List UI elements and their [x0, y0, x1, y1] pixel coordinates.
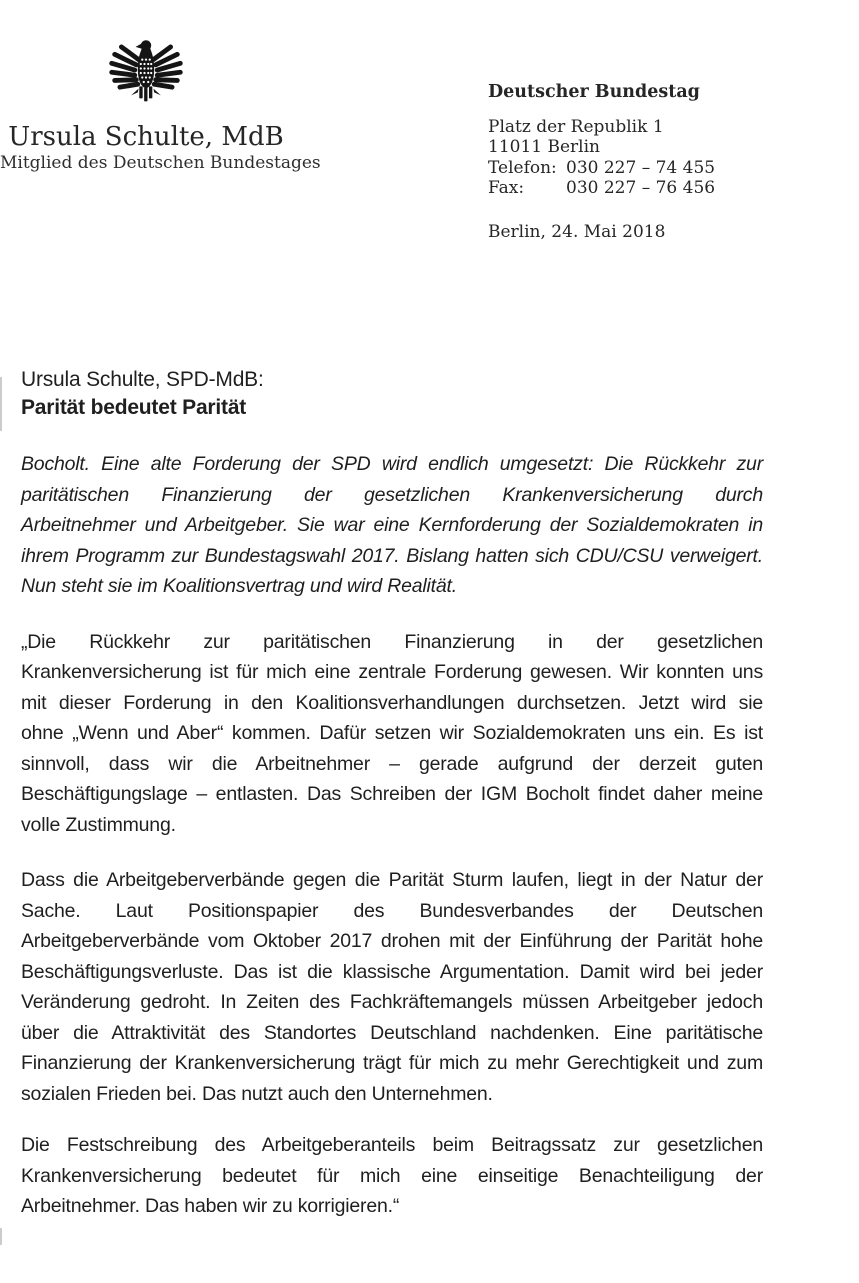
fax-label: Fax:: [488, 178, 525, 198]
sender-name: Ursula Schulte, MdB: [8, 122, 284, 152]
text-line: Krankenversicherung ist für mich eine zentrale Forderung gewesen. Wir konnten uns: [21, 661, 763, 683]
text-line: Krankenversicherung bedeutet für mich eine einseitige Benachteiligung der: [21, 1164, 763, 1187]
text-line: Arbeitnehmer und Arbeitgeber. Sie war eine Kernforderung der Sozialdemokraten in: [21, 514, 763, 536]
text-line: Dass die Arbeitgeberverbände gegen die Parität Sturm laufen, liegt in der Natur der: [21, 869, 763, 891]
press-release-body: [21, 366, 763, 1222]
fax-value: 030 227 – 76 456: [566, 178, 716, 198]
text-line: Beschäftigungslage – entlasten. Das Schreiben der IGM Bocholt findet daher meine: [21, 783, 763, 805]
sender-block: [0, 34, 321, 174]
kicker: Ursula Schulte, SPD-MdB:: [21, 368, 264, 391]
text-line: Nun steht sie im Koalitionsvertrag und wird Realität.: [21, 575, 457, 597]
text-line: Arbeitnehmer. Das haben wir zu korrigieren.“: [21, 1195, 400, 1217]
text-line: Arbeitgeberverbände vom Oktober 2017 drohen mit der Einführung der Parität hohe: [21, 930, 763, 952]
fold-mark: [0, 377, 2, 431]
text-line: „Die Rückkehr zur paritätischen Finanzierung in der gesetzlichen: [21, 630, 763, 653]
text-line: mit dieser Forderung in den Koalitionsverhandlungen durchsetzen. Jetzt wird sie: [21, 691, 763, 714]
text-line: Die Festschreibung des Arbeitgeberanteils beim Beitragssatz zur gesetzlichen: [21, 1134, 763, 1156]
text-line: Finanzierung der Krankenversicherung trägt für mich zu mehr Gerechtigkeit und zum: [21, 1052, 763, 1074]
text-line: ohne „Wenn und Aber“ kommen. Dafür setzen wir Sozialdemokraten uns ein. Es ist: [21, 722, 763, 744]
text-line: paritätischen Finanzierung der gesetzlichen Krankenversicherung durch: [21, 483, 763, 506]
body-paragraph: [21, 627, 763, 841]
body-paragraph: [21, 1130, 763, 1222]
text-line: Veränderung gedroht. In Zeiten des Fachkräftemangels müssen Arbeitgeber jedoch: [21, 991, 763, 1013]
text-line: Bocholt. Eine alte Forderung der SPD wird endlich umgesetzt: Die Rückkehr zur: [21, 453, 763, 475]
text-line: Sache. Laut Positionspapier des Bundesverbandes der Deutschen: [21, 899, 763, 922]
contact-fax-row: [488, 178, 768, 199]
sender-role: Mitglied des Deutschen Bundestages: [0, 153, 321, 173]
contact-city: 11011 Berlin: [488, 137, 600, 157]
contact-street: Platz der Republik 1: [488, 116, 664, 137]
text-line: ihrem Programm zur Bundestagswahl 2017. Bislang hatten sich CDU/CSU verweigert.: [21, 544, 763, 567]
text-line: über die Attraktivität des Standortes Deutschland nachdenken. Eine paritätische: [21, 1021, 763, 1044]
contact-block: [488, 82, 768, 242]
contact-org: Deutscher Bundestag: [488, 82, 700, 102]
text-line: volle Zustimmung.: [21, 813, 176, 836]
contact-phone-row: [488, 158, 768, 179]
text-line: Beschäftigungsverluste. Das ist die klassische Argumentation. Damit wird bei jeder: [21, 960, 763, 983]
headline: Parität bedeutet Parität: [21, 396, 247, 419]
dateline: Berlin, 24. Mai 2018: [488, 221, 666, 242]
phone-label: Telefon:: [488, 157, 557, 178]
phone-value: 030 227 – 74 455: [566, 157, 716, 178]
body-paragraph: [21, 865, 763, 1109]
text-line: sinnvoll, dass wir die Arbeitnehmer – gerade aufgrund der derzeit guten: [21, 752, 763, 775]
fold-mark: [0, 1228, 2, 1245]
lead-paragraph: [21, 449, 763, 602]
bundestag-eagle-icon: [105, 34, 187, 112]
text-line: sozialen Frieden bei. Das nutzt auch den Unternehmen.: [21, 1082, 493, 1105]
